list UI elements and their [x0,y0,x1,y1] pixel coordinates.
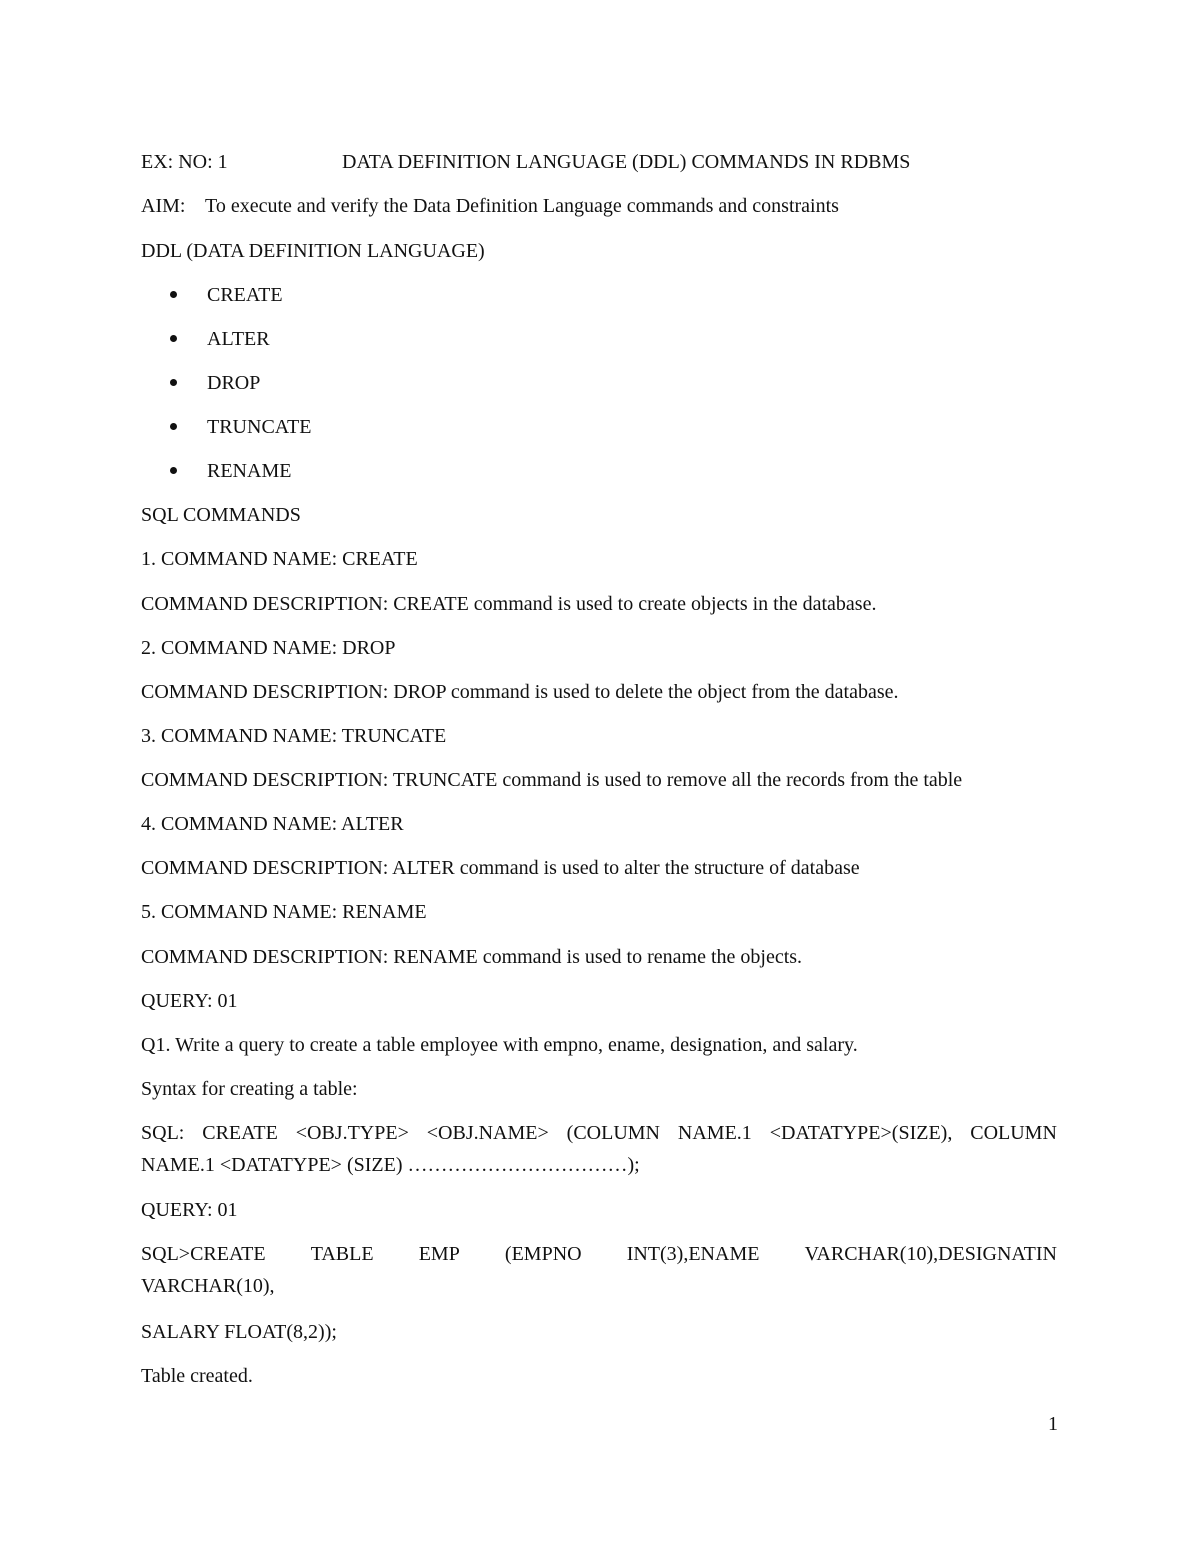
syntax-line: NAME.1 <DATATYPE> (SIZE) ……………………………); [141,1154,640,1176]
command-name: 4. COMMAND NAME: ALTER [141,813,404,835]
syntax-word: NAME.1 [677,1122,752,1144]
aim-text: To execute and verify the Data Definition Language commands and constraints [205,195,839,217]
syntax-word: <OBJ.NAME> [426,1122,549,1144]
command-description: COMMAND DESCRIPTION: DROP command is used to delete the object from the database. [141,681,899,703]
command-name: 1. COMMAND NAME: CREATE [141,548,418,570]
page-number: 1 [1048,1413,1058,1435]
list-item-label: RENAME [207,460,292,482]
result-text: Table created. [141,1365,253,1387]
command-description: COMMAND DESCRIPTION: CREATE command is used to create objects in the database. [141,593,877,615]
exercise-number: EX: NO: 1 [141,151,228,173]
ddl-heading: DDL (DATA DEFINITION LANGUAGE) [141,240,485,262]
bullet-icon [170,423,177,430]
sql-word: TABLE [310,1243,374,1265]
sql-word: (EMPNO [504,1243,582,1265]
syntax-block [141,1121,1057,1145]
sql-word: VARCHAR(10),DESIGNATIN [804,1243,1057,1265]
bullet-icon [170,379,177,386]
command-name: 3. COMMAND NAME: TRUNCATE [141,725,447,747]
command-description: COMMAND DESCRIPTION: RENAME command is used to rename the objects. [141,946,803,968]
list-item-label: DROP [207,372,261,394]
bullet-icon [170,335,177,342]
syntax-word: COLUMN [970,1122,1057,1144]
sql-statement [141,1242,1057,1266]
bullet-icon [170,467,177,474]
command-description: COMMAND DESCRIPTION: ALTER command is used to alter the structure of database [141,857,860,879]
question-text: Q1. Write a query to create a table employee with empno, ename, designation, and salary. [141,1034,858,1056]
list-item-label: CREATE [207,284,283,306]
syntax-line [141,1121,1057,1145]
list-item-label: ALTER [207,328,270,350]
aim-label: AIM: [141,195,186,217]
syntax-word: SQL: [141,1122,185,1144]
bullet-icon [170,291,177,298]
command-description: COMMAND DESCRIPTION: TRUNCATE command is used to remove all the records from the table [141,769,963,791]
sql-word: INT(3),ENAME [626,1243,760,1265]
syntax-word: <OBJ.TYPE> [295,1122,409,1144]
list-item [170,415,311,439]
sql-word: SQL>CREATE [141,1243,266,1265]
sql-line [141,1242,1057,1266]
syntax-label: Syntax for creating a table: [141,1078,358,1100]
list-item-label: TRUNCATE [207,416,312,438]
syntax-word: CREATE [202,1122,278,1144]
list-item [170,283,283,307]
command-name: 2. COMMAND NAME: DROP [141,637,396,659]
syntax-word: (COLUMN [566,1122,661,1144]
sql-line: VARCHAR(10), [141,1275,275,1297]
query-label: QUERY: 01 [141,990,238,1012]
syntax-word: <DATATYPE>(SIZE), [769,1122,953,1144]
sql-line: SALARY FLOAT(8,2)); [141,1321,337,1343]
command-name: 5. COMMAND NAME: RENAME [141,901,427,923]
list-item [170,459,291,483]
aim-line [141,194,839,218]
sql-commands-heading: SQL COMMANDS [141,504,301,526]
sql-word: EMP [418,1243,460,1265]
list-item [170,371,260,395]
query-label: QUERY: 01 [141,1199,238,1221]
list-item [170,327,270,351]
document-title: DATA DEFINITION LANGUAGE (DDL) COMMANDS IN RDBMS [342,151,911,173]
